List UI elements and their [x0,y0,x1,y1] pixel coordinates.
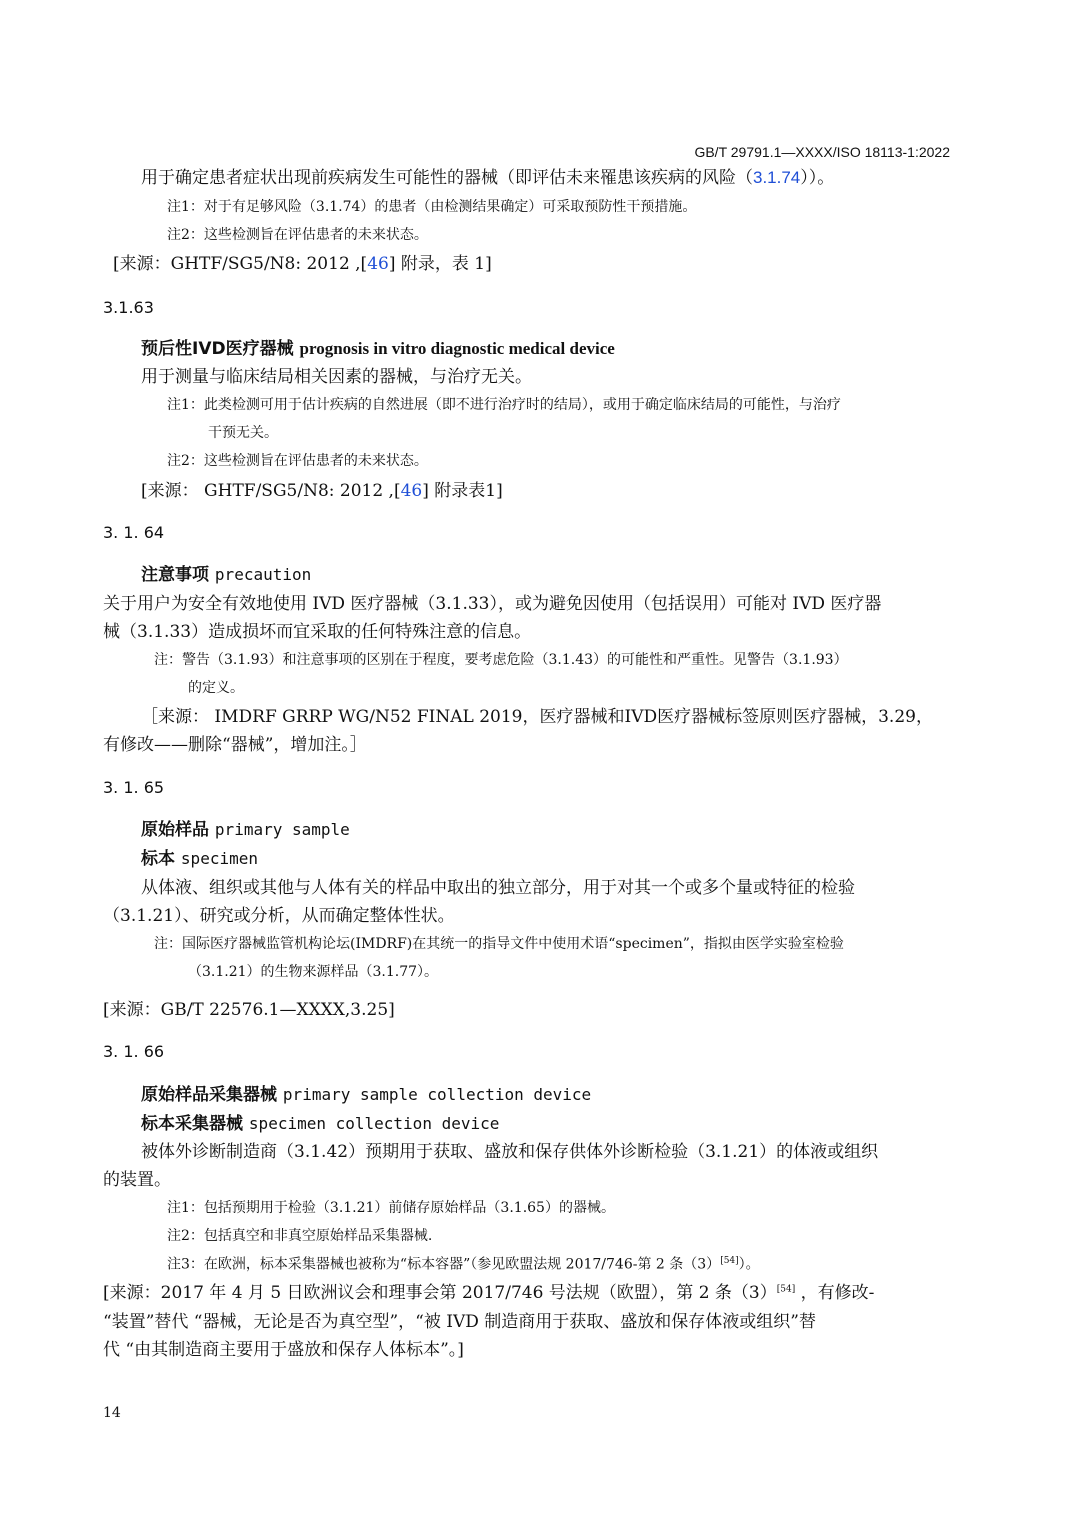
term-synonym [141,1114,499,1134]
source-text-end: ] 附录，表 1] [388,254,492,274]
term-en: precaution [214,565,312,584]
note-1-continued: 干预无关。 [208,425,278,441]
note-3-end: ）。 [738,1256,760,1273]
note-2: 注2：这些检测旨在评估患者的未来状态。 [167,227,428,243]
term-cn: 原始样品采集器械 [141,1085,277,1105]
note-3 [167,1256,760,1273]
note-continued: 的定义。 [188,680,244,696]
definition-line-2: 械（3.1.33）造成损坏而宜采取的任何特殊注意的信息。 [103,622,532,642]
term-cn: 预后性IVD医疗器械 [141,339,294,359]
source-citation-line-1 [103,1283,874,1303]
note-continued: （3.1.21）的生物来源样品（3.1.77）。 [188,964,439,980]
note-1: 注1：此类检测可用于估计疾病的自然进展（即不进行治疗时的结局），或用于确定临床结局的可能性，与治疗 [167,397,841,413]
section-number: 3. 1. 65 [103,778,165,797]
definition-line-1: 从体液、组织或其他与人体有关的样品中取出的独立部分，用于对其一个或多个量或特征的检验 [141,878,855,898]
source-citation: [来源：GB/T 22576.1—XXXX,3.25] [103,1000,395,1020]
source-text: [来源：GHTF/SG5/N8: 2012 ,[ [113,254,368,274]
term-en: primary sample [214,820,350,839]
source-text-end: ，有修改- [795,1283,875,1303]
term-cn: 标本 [141,849,175,869]
source-text: [来源：2017 年 4 月 5 日欧洲议会和理事会第 2017/746 号法规（欧盟），第 2 条（3） [103,1283,777,1303]
definition-line-2: （3.1.21）、研究或分析，从而确定整体性状。 [103,906,455,926]
section-number: 3. 1. 66 [103,1042,165,1061]
term-en: specimen collection device [248,1114,500,1133]
source-citation-line-2: “装置”替代 “器械，无论是否为真空型”，“被 IVD 制造商用于获取、盛放和保存体液或组织”替 [103,1312,816,1332]
note-2: 注2：包括真空和非真空原始样品采集器械. [167,1228,433,1244]
definition-text: 用于确定患者症状出现前疾病发生可能性的器械（即评估未来罹患该疾病的风险（ [141,168,753,188]
reference-link[interactable]: 46 [400,481,423,501]
footnote-ref: [54] [720,1256,739,1266]
footnote-ref: [54] [776,1284,796,1295]
term-heading [141,339,615,359]
term-cn: 注意事项 [141,565,209,585]
term-en: specimen [180,849,258,868]
cross-reference-link[interactable]: 3.1.74 [753,168,801,187]
header-standard-number: GB/T 29791.1—XXXX/ISO 18113-1:2022 [694,144,950,160]
definition-line-2: 的装置。 [103,1170,171,1190]
source-text: [来源： GHTF/SG5/N8: 2012 ,[ [141,481,401,501]
note: 注：国际医疗器械监管机构论坛(IMDRF)在其统一的指导文件中使用术语“specimen”，指拟由医学实验室检验 [154,936,844,952]
definition-3-1-62 [141,168,834,188]
term-heading [141,565,311,585]
definition-line-1: 被体外诊断制造商（3.1.42）预期用于获取、盛放和保存供体外诊断检验（3.1.21）的体液或组织 [141,1142,879,1162]
source-citation [141,481,503,501]
source-citation-line-2: 有修改——删除“器械”，增加注。］ [103,735,367,755]
definition-line-1: 关于用户为安全有效地使用 IVD 医疗器械（3.1.33），或为避免因使用（包括误用）可能对 IVD 医疗器 [103,594,882,614]
reference-link[interactable]: 46 [367,254,389,274]
source-citation-line-3: 代 “由其制造商主要用于盛放和保存人体标本”。] [103,1340,464,1360]
note-2: 注2：这些检测旨在评估患者的未来状态。 [167,453,428,469]
note: 注：警告（3.1.93）和注意事项的区别在于程度，要考虑危险（3.1.43）的可能性和严重性。见警告（3.1.93） [154,652,848,668]
section-number: 3. 1. 64 [103,523,165,542]
term-cn: 标本采集器械 [141,1114,243,1134]
source-citation-line-1: ［来源： IMDRF GRRP WG/N52 FINAL 2019，医疗器械和IVD医疗器械标签原则医疗器械，3.29， [141,707,933,727]
term-en: primary sample collection device [282,1085,592,1104]
source-citation [113,254,492,274]
note-1: 注1：对于有足够风险（3.1.74）的患者（由检测结果确定）可采取预防性干预措施。 [167,199,697,215]
page-number: 14 [103,1405,121,1421]
term-cn: 原始样品 [141,820,209,840]
definition-text-end: ））。 [800,168,835,188]
term-heading [141,820,350,840]
note-3-text: 注3：在欧洲，标本采集器械也被称为“标本容器”（参见欧盟法规 2017/746-第 2 条（3） [167,1256,721,1273]
source-text-end: ] 附录表1] [422,481,503,501]
note-1: 注1：包括预期用于检验（3.1.21）前储存原始样品（3.1.65）的器械。 [167,1200,615,1216]
term-heading [141,1085,591,1105]
term-synonym [141,849,258,869]
section-number: 3.1.63 [103,298,154,317]
term-en: prognosis in vitro diagnostic medical device [299,339,615,358]
definition: 用于测量与临床结局相关因素的器械，与治疗无关。 [141,367,532,387]
